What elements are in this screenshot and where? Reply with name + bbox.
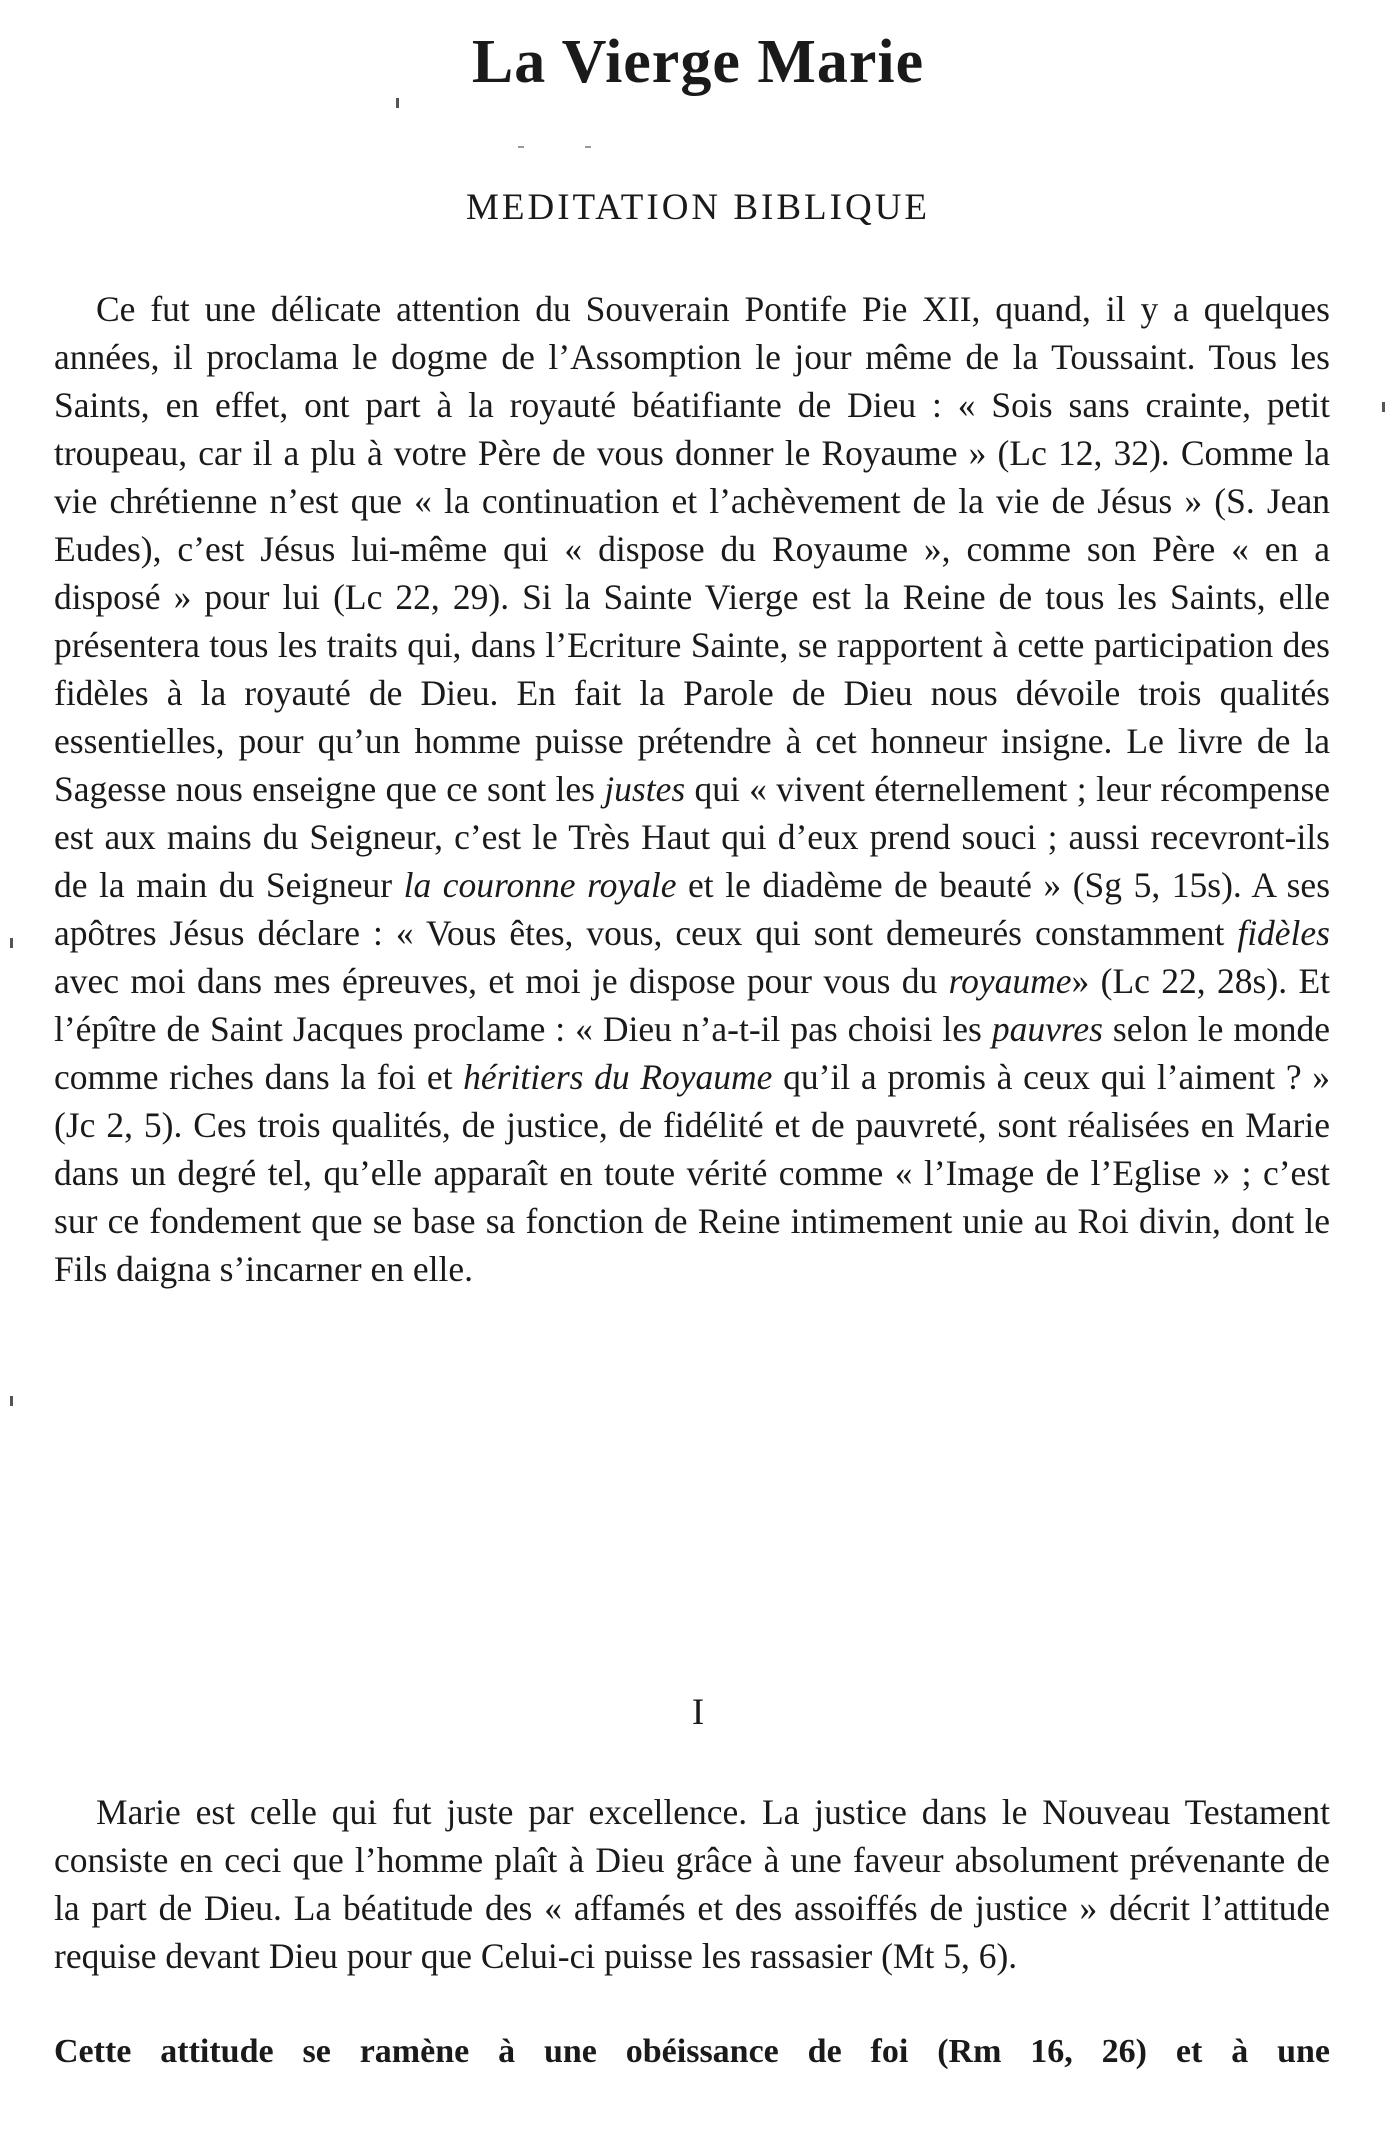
title-divider [518,146,524,148]
intro-text: qui « vivent éternellement ; leur récompense est aux mains du Seigneur, c’est le Très Haut qui d’eux prend souci ; aussi recevront-ils de la main du Seigneur [54,769,1331,905]
intro-emphasis: la couronne royale [403,865,677,905]
section-bold-line: Cette attitude se ramène à une obéissance de foi (Rm 16, 26) et à une [54,2033,1330,2070]
page-title: La Vierge Marie [471,28,925,96]
intro-emphasis: héritiers du Royaume [463,1057,773,1097]
title-divider [585,146,591,148]
intro-text: Ce fut une délicate attention du Souverain Pontife Pie XII, quand, il y a quelques années, il proclama le dogme de l’Assomption le jour même de la Toussaint. Tous les Saints, en effet, ont part à la royauté béatifiante de Dieu : « Sois sans crainte, petit troupeau, car il a plu à votre Père de vous donner le Royaume » (Lc 12, 32). Comme la vie chrétienne n’est que « la continuation et l’achèvement de la vie de Jésus » (S. Jean Eudes), c’est Jésus lui-même qui « dispose du Royaume », comme son Père « en a disposé » pour lui (Lc 22, 29). Si la Sainte Vierge est la Reine de tous les Saints, elle présentera tous les traits qui, dans l’Ecriture Sainte, se rapportent à cette participation des fidèles à la royauté de Dieu. En fait la Parole de Dieu nous dévoile trois qualités essentielles, pour qu’un homme puisse prétendre à cet honneur insigne. Le livre de la Sagesse nous enseigne que ce sont les [54,289,1330,809]
intro-text: qu’il a promis à ceux qui l’aiment ? » (Jc 2, 5). Ces trois qualités, de justice, de fidélité et de pauvreté, sont réalisées en Marie dans un degré tel, qu’elle apparaît en toute vérité comme « l’Image de l’Eglise » ; c’est sur ce fondement que se base sa fonction de Reine intimement unie au Roi divin, dont le Fils daigna s’incarner en elle. [54,1057,1331,1289]
margin-mark [10,1396,13,1406]
margin-mark [10,938,13,948]
intro-text: » (Lc 22, 28s). Et l’épître de Saint Jacques proclame : « Dieu n’a-t-il pas choisi les [54,961,1330,1049]
intro-emphasis: pauvres [991,1009,1103,1049]
intro-text: avec moi dans mes épreuves, et moi je dispose pour vous du [54,961,938,1001]
intro-emphasis: justes [604,769,686,809]
intro-text: selon le monde comme riches dans la foi et [54,1009,1331,1097]
intro-emphasis: fidèles [1237,913,1330,953]
section-numeral: I [691,1692,705,1733]
section-paragraph: Marie est celle qui fut juste par excellence. La justice dans le Nouveau Testament consiste en ceci que l’homme plaît à Dieu grâce à une faveur absolument prévenante de la part de Dieu. La béatitude des « affamés et des assoiffés de justice » décrit l’attitude requise devant Dieu pour que Celui-ci puisse les rassasier (Mt 5, 6). [54,1792,1330,1976]
margin-mark [1382,402,1385,412]
intro-text: et le diadème de beauté » (Sg 5, 15s). A ses apôtres Jésus déclare : « Vous êtes, vous, ceux qui sont demeurés constamment [54,865,1331,953]
margin-mark [396,98,399,108]
intro-paragraph [54,285,1330,1293]
intro-emphasis: royaume [948,961,1072,1001]
page-subtitle: MEDITATION BIBLIQUE [465,187,931,228]
